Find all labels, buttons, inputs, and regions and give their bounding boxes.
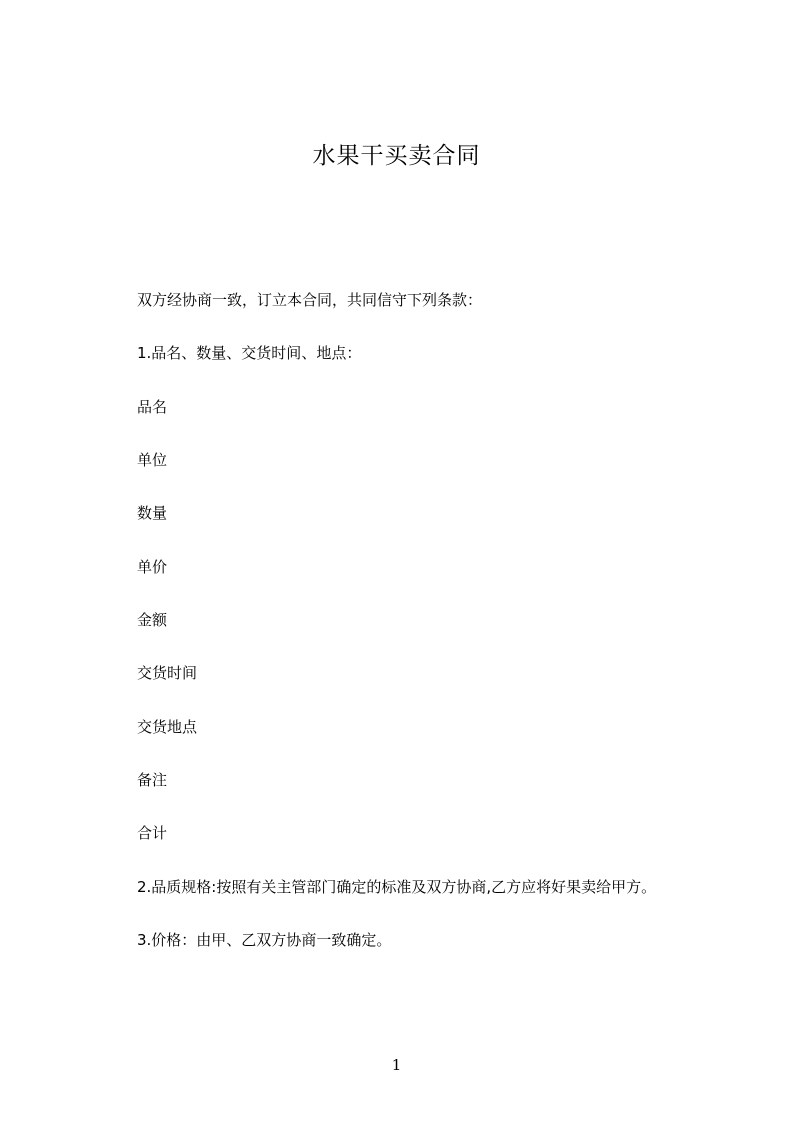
field-product-name: 品名 bbox=[137, 398, 168, 416]
page-number: 1 bbox=[391, 1056, 402, 1074]
document-title: 水果干买卖合同 bbox=[312, 143, 481, 169]
clause-1-heading: 1.品名、数量、交货时间、地点： bbox=[137, 344, 362, 362]
intro-paragraph: 双方经协商一致，订立本合同，共同信守下列条款： bbox=[137, 291, 483, 309]
clause-3-price: 3.价格：由甲、乙双方协商一致确定。 bbox=[137, 931, 392, 949]
field-amount: 金额 bbox=[137, 611, 168, 629]
field-delivery-time: 交货时间 bbox=[137, 664, 198, 682]
field-unit: 单位 bbox=[137, 451, 168, 469]
field-unit-price: 单价 bbox=[137, 558, 168, 576]
field-quantity: 数量 bbox=[137, 504, 168, 522]
field-delivery-location: 交货地点 bbox=[137, 718, 198, 736]
field-total: 合计 bbox=[137, 824, 168, 842]
clause-2-quality: 2.品质规格:按照有关主管部门确定的标准及双方协商,乙方应将好果卖给甲方。 bbox=[137, 878, 657, 896]
field-remarks: 备注 bbox=[137, 771, 168, 789]
